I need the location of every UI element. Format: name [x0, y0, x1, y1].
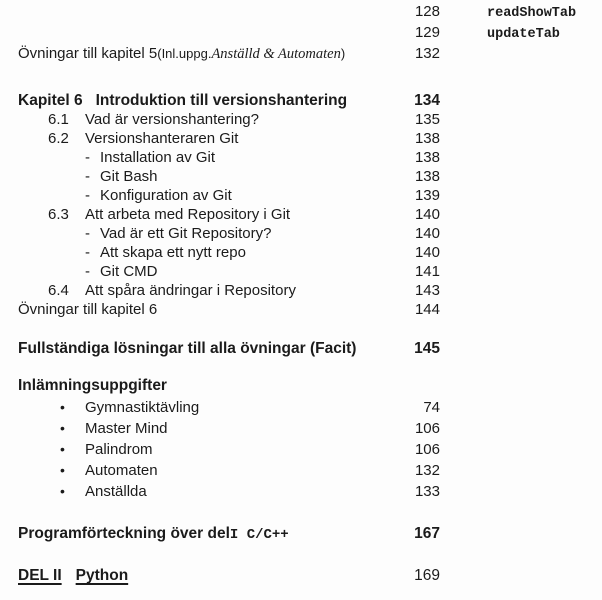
- subsection-title: Att skapa ett nytt repo: [100, 244, 246, 261]
- page-number: 138: [414, 149, 440, 166]
- toc-bullet-row: [18, 481, 602, 502]
- page-number: 140: [414, 244, 440, 261]
- subsection-title: Konfiguration av Git: [100, 187, 232, 204]
- entry-paren-open: (Inl.uppg.: [157, 46, 212, 61]
- page-number: 129: [414, 24, 440, 41]
- page-number: 138: [414, 130, 440, 147]
- toc-entry-ovningar-kapitel-6: [18, 300, 602, 319]
- toc-subsection-row: [18, 167, 602, 186]
- page-number: 169: [414, 567, 440, 584]
- section-number: 6.1: [48, 111, 69, 128]
- toc-bullet-row: [18, 397, 602, 418]
- entry-title: Fullständiga lösningar till alla övningar (Facit): [18, 340, 357, 357]
- entry-paren-close: ): [340, 46, 346, 61]
- chapter-title: Introduktion till versionshantering: [95, 92, 348, 109]
- entry-title: Övningar till kapitel 5: [18, 45, 158, 62]
- page-number: 167: [414, 525, 440, 542]
- heading-text: [18, 91, 403, 110]
- bullet-title: Gymnastiktävling: [85, 399, 200, 416]
- toc-subsection-row: [18, 243, 602, 262]
- page-number: 143: [414, 282, 440, 299]
- page-number: 140: [414, 225, 440, 242]
- entry-title: Programförteckning över del: [18, 525, 230, 542]
- toc-section-row: [18, 129, 602, 148]
- bullet-icon: •: [60, 483, 65, 499]
- subsection-title: Installation av Git: [100, 149, 216, 166]
- page-number: 106: [414, 441, 440, 458]
- bullet-icon: •: [60, 441, 65, 457]
- heading-title: Inlämningsuppgifter: [18, 377, 167, 394]
- page-number: 135: [414, 111, 440, 128]
- toc-subsection-row: [18, 148, 602, 167]
- bullet-title: Automaten: [85, 462, 158, 479]
- entry-italic-names: Anställd & Automaten: [211, 46, 341, 62]
- toc-subsection-row: [18, 262, 602, 281]
- page-number: 134: [414, 92, 440, 109]
- dash-marker: -: [85, 263, 90, 280]
- section-number: 6.2: [48, 130, 69, 147]
- dash-marker: -: [85, 187, 90, 204]
- page-number: 128: [414, 3, 440, 20]
- bullet-title: Palindrom: [85, 441, 153, 458]
- page-number: 132: [414, 462, 440, 479]
- subsection-title: Git CMD: [100, 263, 158, 280]
- page-number: 133: [414, 483, 440, 500]
- entry-code-part: I C/C++: [229, 527, 289, 543]
- section-title: Versionshanteraren Git: [85, 130, 239, 147]
- entry-title: Övningar till kapitel 6: [18, 301, 158, 318]
- code-label: updateTab: [487, 27, 560, 42]
- bullet-icon: •: [60, 420, 65, 436]
- section-number: 6.4: [48, 282, 69, 299]
- section-number: 6.3: [48, 206, 69, 223]
- dash-marker: -: [85, 149, 90, 166]
- toc-ref-row: [18, 2, 602, 23]
- section-title: Vad är versionshantering?: [85, 111, 259, 128]
- bullet-icon: •: [60, 462, 65, 478]
- toc-entry-ovningar-kapitel-5: [18, 44, 602, 64]
- bullet-icon: •: [60, 399, 65, 415]
- toc-heading-inlamningsuppgifter: [18, 376, 602, 395]
- page-number: 138: [414, 168, 440, 185]
- bullet-title: Anställda: [85, 483, 147, 500]
- toc-subsection-row: [18, 224, 602, 243]
- page-number: 74: [423, 399, 440, 416]
- section-title: Att spåra ändringar i Repository: [85, 282, 296, 299]
- toc-section-row: [18, 205, 602, 224]
- page-number: 144: [414, 301, 440, 318]
- page-number: 132: [414, 45, 440, 62]
- toc-bullet-row: [18, 439, 602, 460]
- subsection-title: Vad är ett Git Repository?: [100, 225, 272, 242]
- part-title: Python: [75, 567, 129, 584]
- page-number: 106: [414, 420, 440, 437]
- dash-marker: -: [85, 244, 90, 261]
- page-number: 145: [414, 340, 440, 357]
- dash-marker: -: [85, 225, 90, 242]
- code-label: readShowTab: [487, 6, 577, 21]
- toc-heading-kapitel-6: [18, 91, 602, 110]
- toc-bullet-row: [18, 418, 602, 439]
- toc-ref-row: [18, 23, 602, 44]
- toc-subsection-row: [18, 186, 602, 205]
- bullet-title: Master Mind: [85, 420, 168, 437]
- toc-entry-programforteckning: [18, 524, 602, 545]
- toc-bullet-row: [18, 460, 602, 481]
- toc-section-row: [18, 110, 602, 129]
- page-number: 139: [414, 187, 440, 204]
- subsection-title: Git Bash: [100, 168, 158, 185]
- section-title: Att arbeta med Repository i Git: [85, 206, 291, 223]
- toc-entry-facit: [18, 339, 602, 358]
- page-number: 141: [414, 263, 440, 280]
- dash-marker: -: [85, 168, 90, 185]
- part-label: DEL II: [18, 567, 62, 584]
- toc-heading-del-2: [18, 566, 602, 585]
- toc-section-row: [18, 281, 602, 300]
- page-number: 140: [414, 206, 440, 223]
- chapter-label: Kapitel 6: [18, 92, 83, 109]
- entry-text: [18, 44, 403, 64]
